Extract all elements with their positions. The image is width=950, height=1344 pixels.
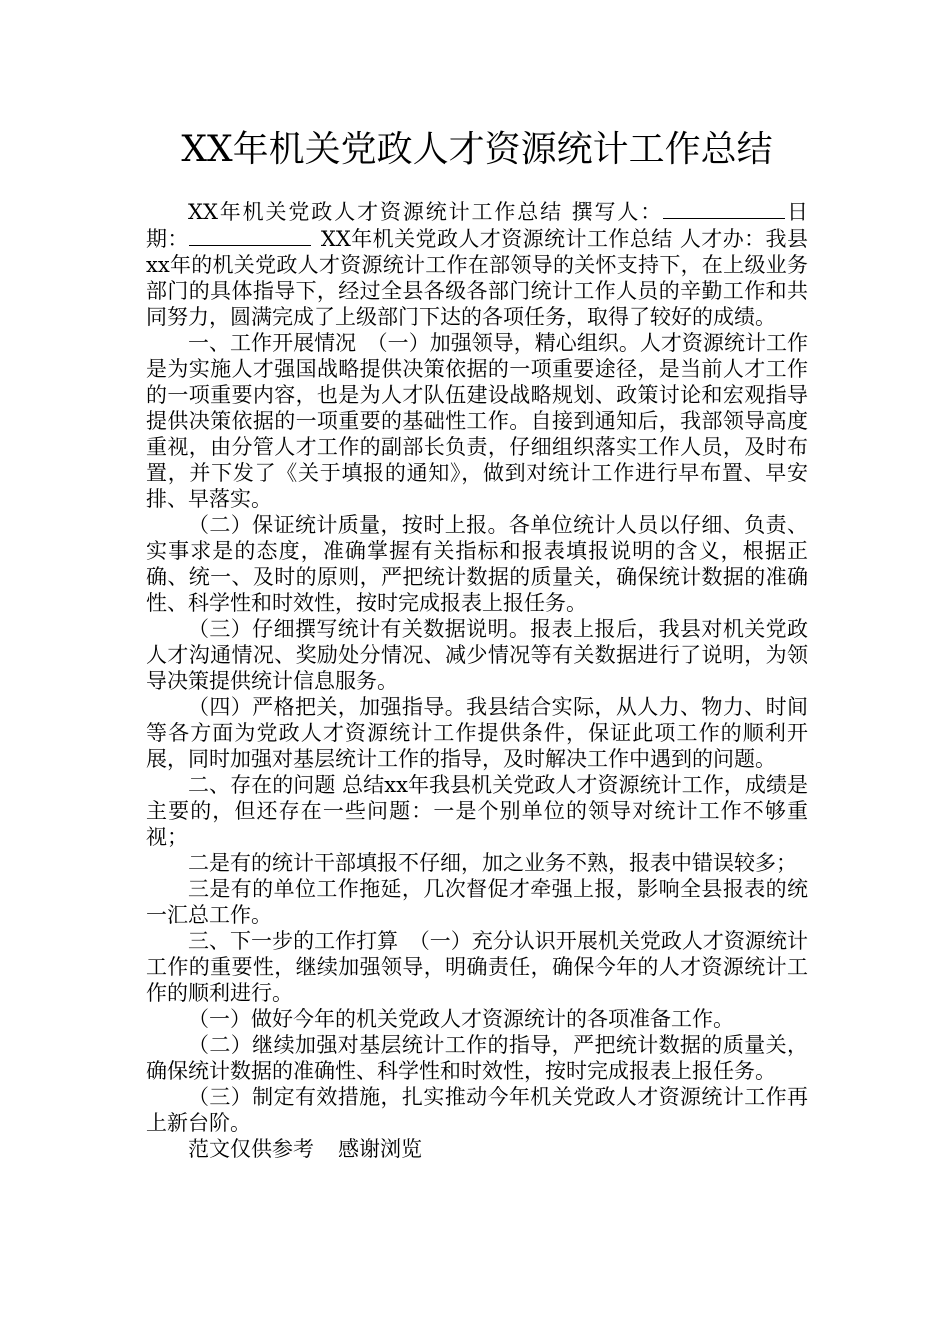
document-page <box>146 122 829 1162</box>
body-paragraph-2: （二）保证统计质量，按时上报。各单位统计人员以仔细、负责、实事求是的态度，准确掌握有关指标和报表填报说明的含义，根据正确、统一、及时的原则，严把统计数据的质量关，确保统计数据的准确性、科学性和时效性，按时完成报表上报任务。 <box>146 513 808 615</box>
body-paragraph-4: （四）严格把关，加强指导。我县结合实际，从人力、物力、时间等各方面为党政人才资源统计工作提供条件，保证此项工作的顺利开展，同时加强对基层统计工作的指导，及时解决工作中遇到的问题。 <box>146 695 808 771</box>
header-line-title: XX年机关党政人才资源统计工作总结 <box>188 200 564 224</box>
date-label: 日 期： <box>146 200 829 251</box>
closing-line <box>146 1136 808 1162</box>
document-title: XX年机关党政人才资源统计工作总结 <box>181 129 773 170</box>
body-paragraph-8: 三、下一步的工作打算 （一）充分认识开展机关党政人才资源统计工作的重要性，继续加强领导，明确责任，确保今年的人才资源统计工作的顺利进行。 <box>146 929 808 1005</box>
intro-text: 人才办：我县xx年的机关党政人才资源统计工作在部领导的关怀支持下，在上级业务部门的具体指导下，经过全县各级各部门统计工作人员的辛勤工作和共同努力，圆满完成了上级部门下达的各项任务，取得了较好的成绩。 <box>146 227 808 329</box>
author-label: 撰写人： <box>571 200 664 224</box>
body-paragraph-6: 二是有的统计干部填报不仔细，加之业务不熟，报表中错误较多； <box>188 851 797 875</box>
date-blank <box>189 225 311 246</box>
closing-left: 范文仅供参考 <box>188 1137 314 1161</box>
header-paragraph <box>146 198 829 330</box>
body-paragraph-3: （三）仔细撰写统计有关数据说明。报表上报后，我县对机关党政人才沟通情况、奖励处分情况、减少情况等有关数据进行了说明，为领导决策提供统计信息服务。 <box>146 617 808 693</box>
body-paragraph-11: （三）制定有效措施，扎实推动今年机关党政人才资源统计工作再上新台阶。 <box>146 1085 808 1135</box>
body-paragraph-9: （一）做好今年的机关党政人才资源统计的各项准备工作。 <box>188 1007 734 1031</box>
header-repeat-title: XX年机关党政人才资源统计工作总结 <box>320 227 673 251</box>
body-paragraph-1: 一、工作开展情况 （一）加强领导，精心组织。人才资源统计工作是为实施人才强国战略提供决策依据的一项重要途径，是当前人才工作的一项重要内容，也是为人才队伍建设战略规划、政策讨论和宏观指导提供决策依据的一项重要的基础性工作。自接到通知后，我部领导高度重视，由分管人才工作的副部长负责，仔细组织落实工作人员，及时布置，并下发了《关于填报的通知》，做到对统计工作进行早布置、早安排、早落实。 <box>146 331 808 511</box>
closing-right: 感谢浏览 <box>338 1137 422 1161</box>
author-blank <box>663 198 785 219</box>
body-paragraph-10: （二）继续加强对基层统计工作的指导，严把统计数据的质量关，确保统计数据的准确性、科学性和时效性，按时完成报表上报任务。 <box>146 1033 808 1083</box>
body-paragraph-5: 二、存在的问题 总结xx年我县机关党政人才资源统计工作，成绩是主要的，但还存在一些问题：一是个别单位的领导对统计工作不够重视； <box>146 773 808 849</box>
body-paragraph-7: 三是有的单位工作拖延，几次督促才牵强上报，影响全县报表的统一汇总工作。 <box>146 877 808 927</box>
